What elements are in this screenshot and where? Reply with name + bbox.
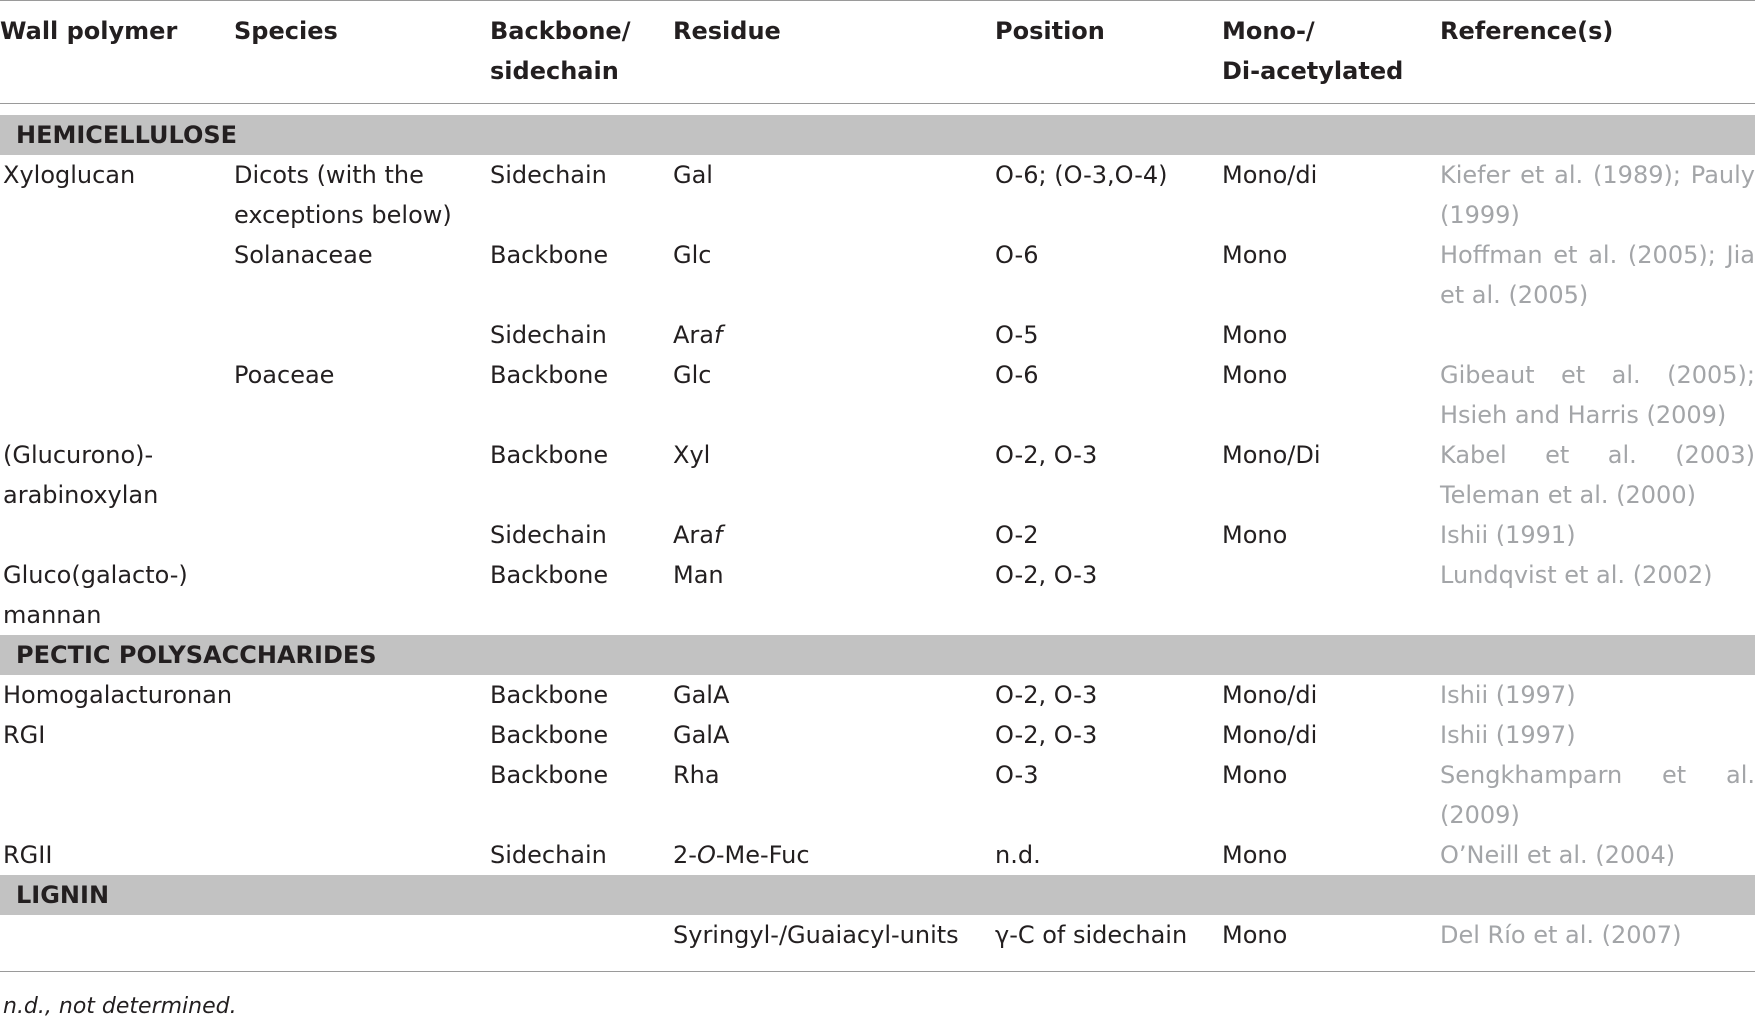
cell-residue (673, 755, 995, 835)
cell-acetylation: Mono (1222, 521, 1288, 549)
cell-acetylation: Mono/di (1222, 681, 1318, 709)
cell-references: Kabel et al. (2003) Teleman et al. (2000) (1440, 441, 1755, 509)
cell-chain: Backbone (490, 761, 609, 789)
cell-residue (673, 715, 995, 755)
cell-acetylation (1222, 555, 1440, 635)
header-residue: Residue (673, 1, 995, 104)
cell-wall-polymer: Gluco(galacto-) mannan (3, 561, 188, 629)
residue-name: Glc (673, 241, 712, 269)
cell-species: Solanaceae (234, 241, 373, 269)
cell-references: Ishii (1997) (1440, 721, 1576, 749)
residue-name: Xyl (673, 441, 711, 469)
table-row (0, 715, 1755, 755)
cell-chain: Backbone (490, 561, 609, 589)
residue-name: Ara (673, 521, 714, 549)
table-bottom-rule (0, 972, 1755, 973)
cell-position: γ-C of sidechain (995, 921, 1188, 949)
cell-residue (673, 915, 995, 972)
cell-acetylation: Mono (1222, 761, 1288, 789)
cell-references: Lundqvist et al. (2002) (1440, 561, 1713, 589)
residue-furanose-suffix: f (714, 521, 723, 549)
cell-position: O-2 (995, 521, 1039, 549)
residue-part: 2- (673, 841, 697, 869)
residue-name: Syringyl-/Guaiacyl-units (673, 921, 959, 949)
cell-wall-polymer (0, 515, 234, 555)
cell-acetylation: Mono (1222, 841, 1288, 869)
cell-position: O-2, O-3 (995, 441, 1098, 469)
cell-position: O-5 (995, 321, 1039, 349)
cell-acetylation: Mono/di (1222, 721, 1318, 749)
cell-acetylation: Mono (1222, 361, 1288, 389)
residue-italic-part: O (696, 841, 716, 869)
cell-chain: Backbone (490, 241, 609, 269)
cell-references: Sengkhamparn et al. (2009) (1440, 761, 1755, 829)
table-row (0, 675, 1755, 715)
cell-species: Poaceae (234, 361, 335, 389)
cell-references: Gibeaut et al. (2005); Hsieh and Harris (2009) (1440, 361, 1755, 429)
cell-chain: Backbone (490, 681, 609, 709)
section-title: HEMICELLULOSE (0, 115, 1755, 155)
residue-name: GalA (673, 721, 730, 749)
cell-references: Kiefer et al. (1989); Pauly (1999) (1440, 161, 1755, 229)
cell-wall-polymer: RGI (3, 721, 46, 749)
cell-chain: Backbone (490, 441, 609, 469)
cell-species: Dicots (with the exceptions below) (234, 161, 452, 229)
cell-residue (673, 355, 995, 435)
header-wall-polymer: Wall polymer (0, 1, 234, 104)
table-row (0, 355, 1755, 435)
cell-acetylation: Mono/Di (1222, 441, 1321, 469)
table-body (0, 115, 1755, 972)
header-references: Reference(s) (1440, 1, 1755, 104)
cell-residue (673, 675, 995, 715)
header-row (0, 1, 1755, 104)
cell-chain: Sidechain (490, 521, 607, 549)
header-species: Species (234, 1, 490, 104)
cell-residue (673, 435, 995, 515)
cell-species (234, 515, 490, 555)
residue-name: Rha (673, 761, 720, 789)
cell-acetylation: Mono (1222, 921, 1288, 949)
cell-wall-polymer (0, 755, 234, 835)
cell-wall-polymer (0, 235, 234, 315)
cell-wall-polymer (0, 315, 234, 355)
residue-furanose-suffix: f (714, 321, 723, 349)
section-title: PECTIC POLYSACCHARIDES (0, 635, 1755, 675)
cell-residue (673, 235, 995, 315)
cell-chain: Sidechain (490, 321, 607, 349)
table-row (0, 555, 1755, 635)
residue-name: Ara (673, 321, 714, 349)
cell-position: O-2, O-3 (995, 561, 1098, 589)
cell-wall-polymer: (Glucurono)-arabinoxylan (3, 441, 159, 509)
cell-residue (673, 555, 995, 635)
cell-species (234, 555, 490, 635)
cell-chain: Sidechain (490, 841, 607, 869)
cell-species (234, 755, 490, 835)
header-acetylation: Mono-/ Di-acetylated (1222, 1, 1440, 104)
cell-chain: Backbone (490, 721, 609, 749)
section-header-row (0, 875, 1755, 915)
table-footnote: n.d., not determined. (3, 994, 237, 1019)
cell-chain: Sidechain (490, 161, 607, 189)
section-header-row (0, 635, 1755, 675)
cell-species (234, 915, 490, 972)
cell-position: O-6; (O-3,O-4) (995, 161, 1168, 189)
cell-position: O-2, O-3 (995, 681, 1098, 709)
table-row (0, 835, 1755, 875)
header-backbone-sidechain: Backbone/ sidechain (490, 1, 673, 104)
cell-residue (673, 155, 995, 235)
cell-position: n.d. (995, 841, 1041, 869)
table-row (0, 515, 1755, 555)
cell-position: O-3 (995, 761, 1039, 789)
cell-wall-polymer (0, 915, 234, 972)
cell-species (234, 675, 490, 715)
table-row (0, 155, 1755, 235)
section-title: LIGNIN (0, 875, 1755, 915)
header-position: Position (995, 1, 1222, 104)
cell-wall-polymer: Homogalacturonan (3, 681, 233, 709)
cell-chain: Backbone (490, 361, 609, 389)
section-header-row (0, 115, 1755, 155)
cell-references: Del Río et al. (2007) (1440, 921, 1682, 949)
cell-residue (673, 835, 995, 875)
cell-wall-polymer: RGII (3, 841, 53, 869)
cell-position: O-6 (995, 361, 1039, 389)
cell-chain (490, 915, 673, 972)
cell-species (234, 315, 490, 355)
residue-part: -Me-Fuc (715, 841, 810, 869)
cell-species (234, 435, 490, 515)
residue-name: Glc (673, 361, 712, 389)
cell-references: Ishii (1997) (1440, 681, 1576, 709)
table-row (0, 435, 1755, 515)
table-header (0, 1, 1755, 116)
table-row (0, 755, 1755, 835)
residue-name: Man (673, 561, 724, 589)
table-row (0, 315, 1755, 355)
cell-position: O-2, O-3 (995, 721, 1098, 749)
cell-residue (673, 315, 995, 355)
cell-species (234, 835, 490, 875)
residue-name: Gal (673, 161, 713, 189)
cell-acetylation: Mono (1222, 321, 1288, 349)
cell-acetylation: Mono (1222, 241, 1288, 269)
table-row (0, 915, 1755, 972)
residue-name: GalA (673, 681, 730, 709)
table-row (0, 235, 1755, 315)
cell-wall-polymer (0, 355, 234, 435)
cell-references: Hoffman et al. (2005); Jia et al. (2005) (1440, 241, 1755, 309)
cell-acetylation: Mono/di (1222, 161, 1318, 189)
cell-position: O-6 (995, 241, 1039, 269)
cell-species (234, 715, 490, 755)
cell-references (1440, 315, 1755, 355)
cell-references: Ishii (1991) (1440, 521, 1576, 549)
cell-references: O’Neill et al. (2004) (1440, 841, 1676, 869)
cell-wall-polymer: Xyloglucan (3, 161, 136, 189)
cell-residue (673, 515, 995, 555)
